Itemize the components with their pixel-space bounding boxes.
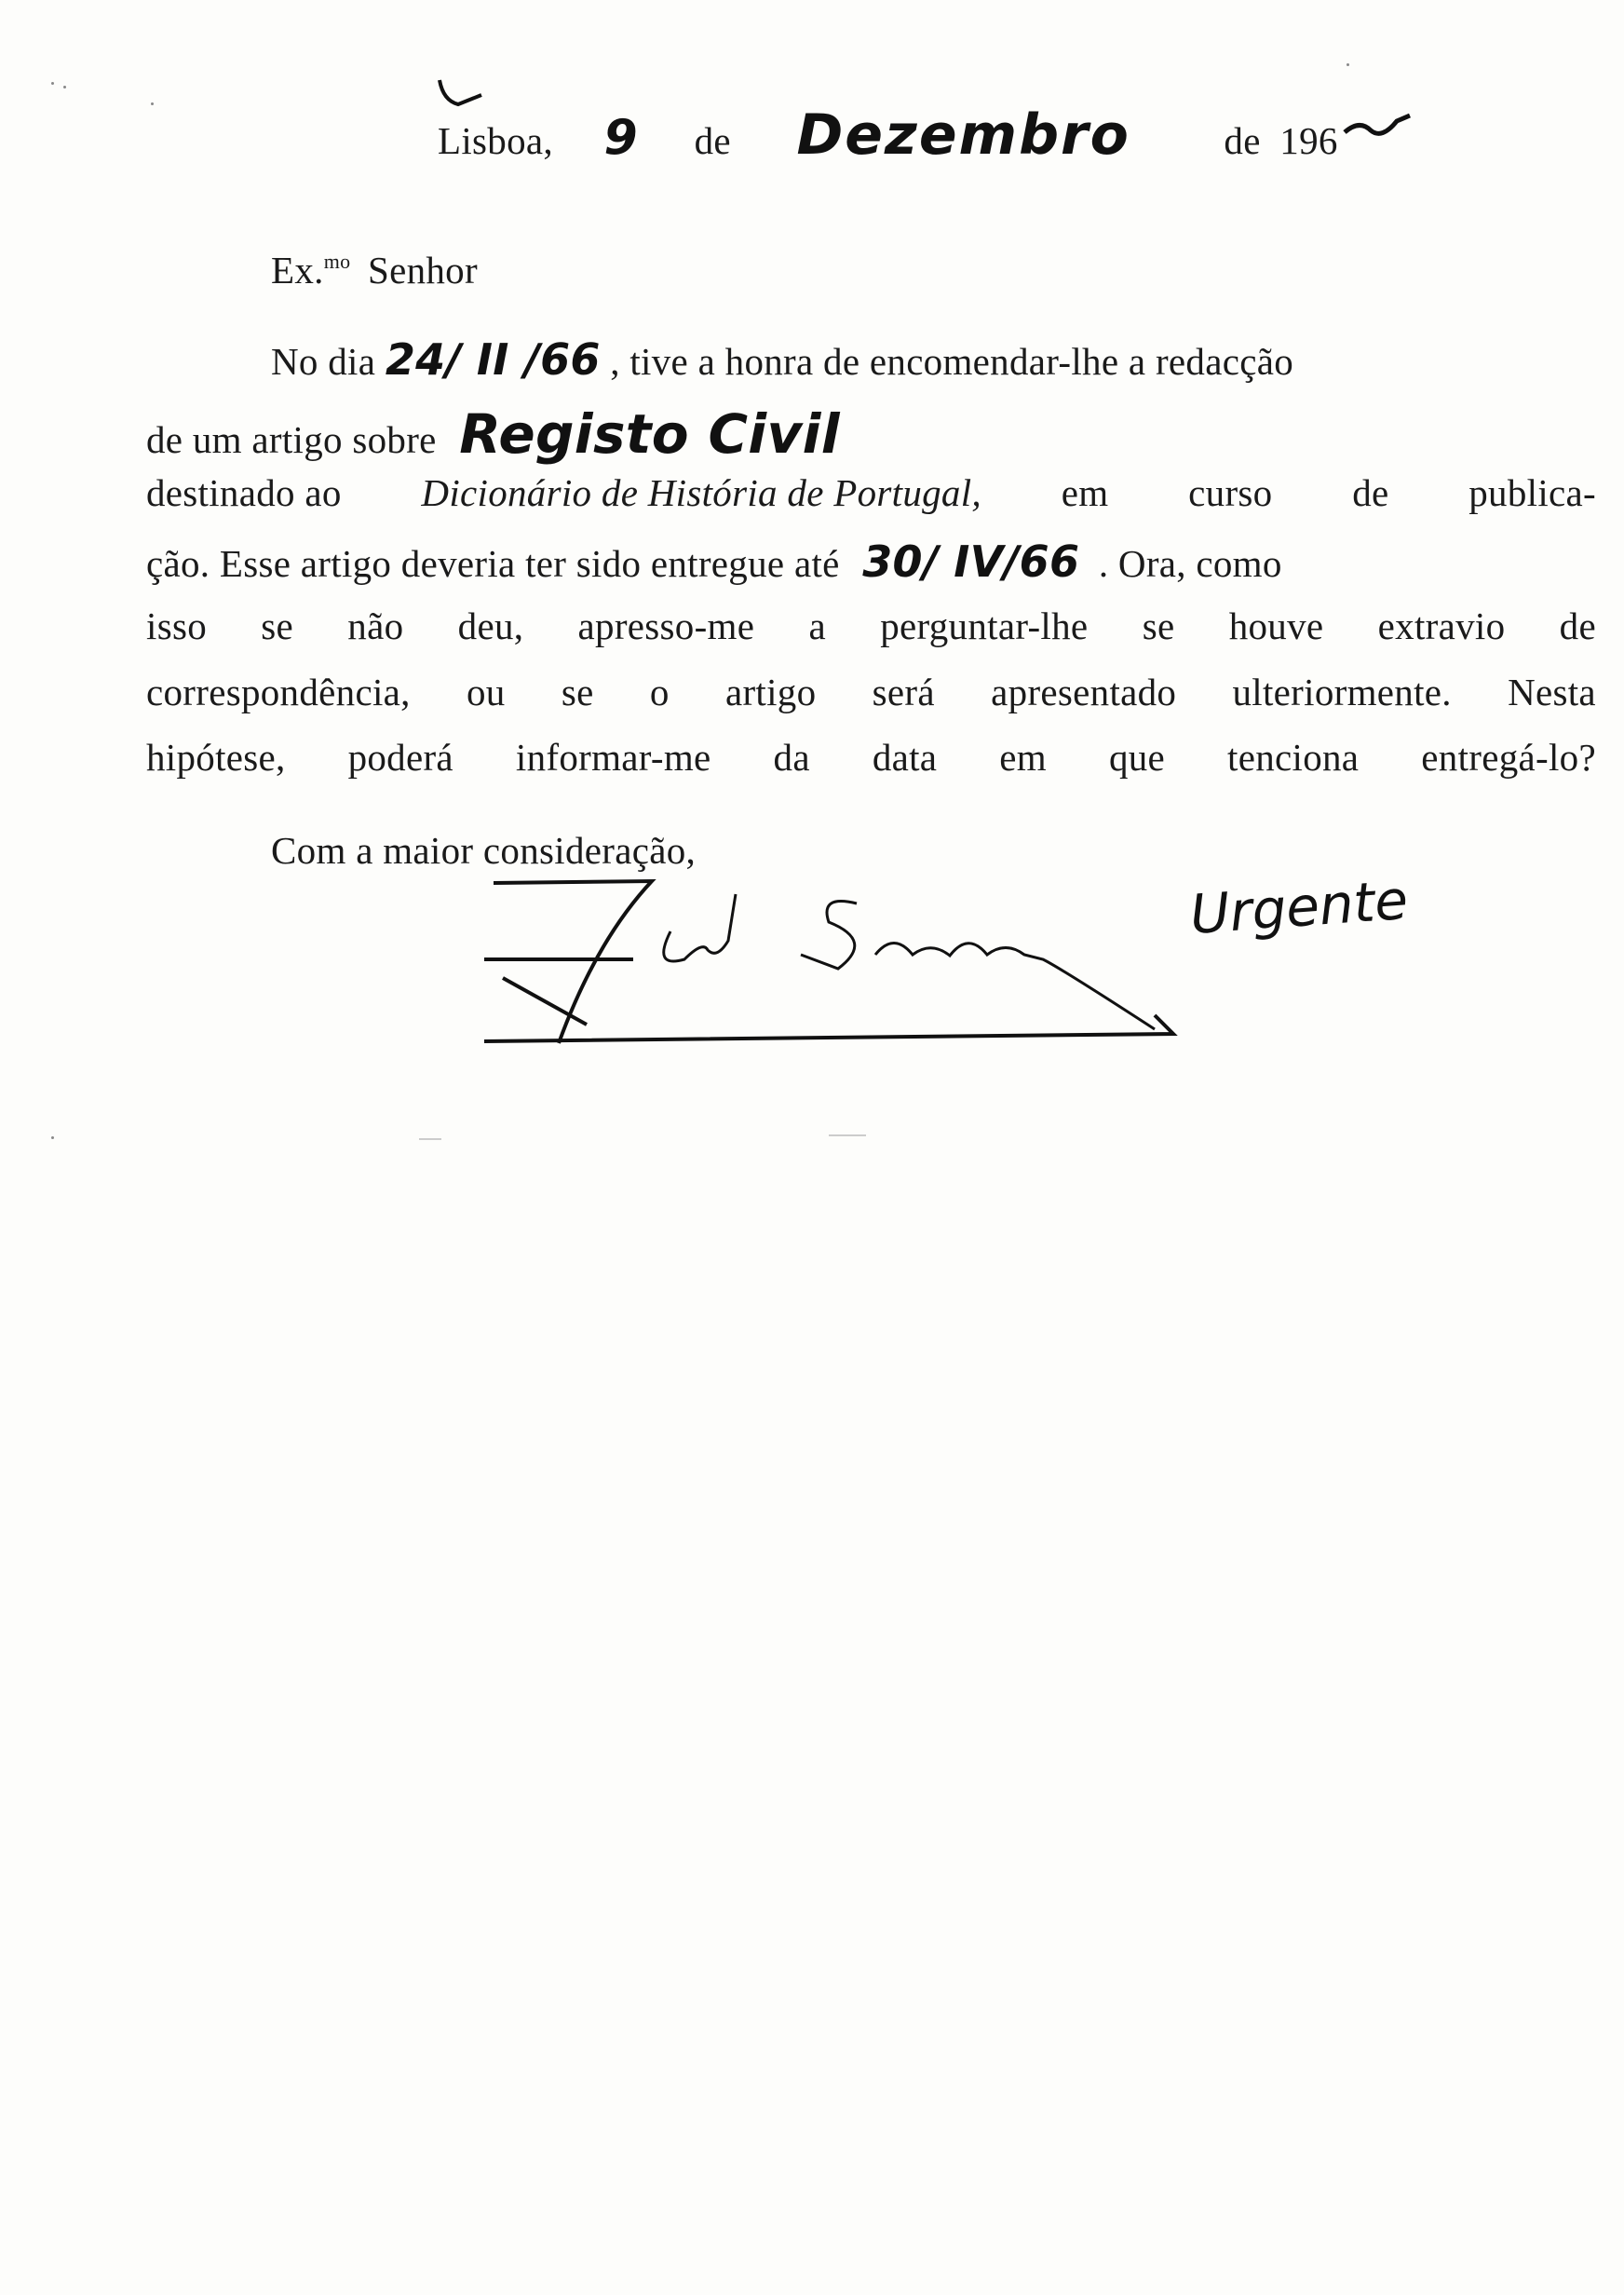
handwritten-date-2: 30/ IV/66 xyxy=(862,536,1080,587)
word: perguntar-lhe xyxy=(880,604,1089,647)
speck xyxy=(151,102,154,105)
word: poderá xyxy=(347,736,453,779)
speck xyxy=(829,1134,866,1136)
word: tenciona xyxy=(1227,736,1360,779)
word: artigo xyxy=(724,671,817,713)
body-line-5 xyxy=(146,604,1596,647)
place: Lisboa, xyxy=(438,119,553,162)
speck xyxy=(51,82,54,85)
body-line-7 xyxy=(146,736,1596,779)
body-text: de um artigo sobre xyxy=(146,418,437,461)
handwritten-month: Dezembro xyxy=(796,102,1130,168)
word: informar-me xyxy=(515,736,711,779)
word: se xyxy=(261,604,294,647)
word: entregá-lo? xyxy=(1421,736,1596,779)
word: apresso-me xyxy=(577,604,755,647)
word: que xyxy=(1108,736,1166,779)
salutation xyxy=(271,251,478,290)
signature xyxy=(484,866,1211,1080)
speck xyxy=(419,1138,441,1140)
speck xyxy=(63,86,66,88)
body-line-3 xyxy=(146,471,1596,514)
dictionary-title: Dicionário de História de Portugal, xyxy=(421,471,981,514)
word: extravio xyxy=(1377,604,1506,647)
body-text: , tive a honra de encomendar-lhe a redacção xyxy=(610,340,1293,383)
word: se xyxy=(1142,604,1175,647)
date-de-2: de xyxy=(1224,119,1261,162)
handwritten-topic: Registo Civil xyxy=(459,402,840,466)
body-line-4 xyxy=(146,536,1282,587)
word: será xyxy=(872,671,935,713)
word: data xyxy=(872,736,938,779)
body-line-6 xyxy=(146,673,1596,712)
word: curso xyxy=(1188,471,1273,514)
word: houve xyxy=(1228,604,1324,647)
handwritten-date-1: 24/ II /66 xyxy=(385,334,601,385)
urgente-note: Urgente xyxy=(1187,867,1411,947)
word: publica- xyxy=(1468,471,1596,514)
word: não xyxy=(347,604,404,647)
handwritten-day: 9 xyxy=(603,110,638,166)
word: em xyxy=(999,736,1047,779)
lisboa-flourish xyxy=(430,73,486,138)
speck xyxy=(1347,63,1349,66)
date-de: de xyxy=(694,119,731,162)
speck xyxy=(51,1136,54,1139)
word: apresentado xyxy=(991,671,1177,713)
salutation-sup: mo xyxy=(323,250,351,273)
word: ulteriormente. xyxy=(1232,671,1452,713)
word: ou xyxy=(466,671,506,713)
word: hipótese, xyxy=(146,736,286,779)
word: da xyxy=(773,736,810,779)
body-line-1 xyxy=(271,334,1293,385)
date-line xyxy=(438,102,1338,168)
word: isso xyxy=(146,604,208,647)
year-overwrite xyxy=(1341,102,1415,149)
word: de xyxy=(1352,471,1389,514)
word: correspondência, xyxy=(146,671,411,713)
word: a xyxy=(808,604,826,647)
word: o xyxy=(649,671,670,713)
body-line-2 xyxy=(146,402,840,466)
salutation-name: Senhor xyxy=(367,249,478,292)
word: se xyxy=(561,671,594,713)
word: Nesta xyxy=(1508,671,1596,713)
word: de xyxy=(1559,604,1596,647)
body-text: . Ora, como xyxy=(1098,542,1282,585)
body-text: ção. Esse artigo deveria ter sido entregue até xyxy=(146,542,840,585)
body-text: No dia xyxy=(271,340,376,383)
word: deu, xyxy=(457,604,524,647)
salutation-ex: Ex. xyxy=(271,249,324,292)
closing: Com a maior consideração, xyxy=(271,829,697,872)
year-prefix: 196 xyxy=(1279,119,1338,162)
word: em xyxy=(1061,471,1109,514)
body-text: destinado ao xyxy=(146,471,342,514)
